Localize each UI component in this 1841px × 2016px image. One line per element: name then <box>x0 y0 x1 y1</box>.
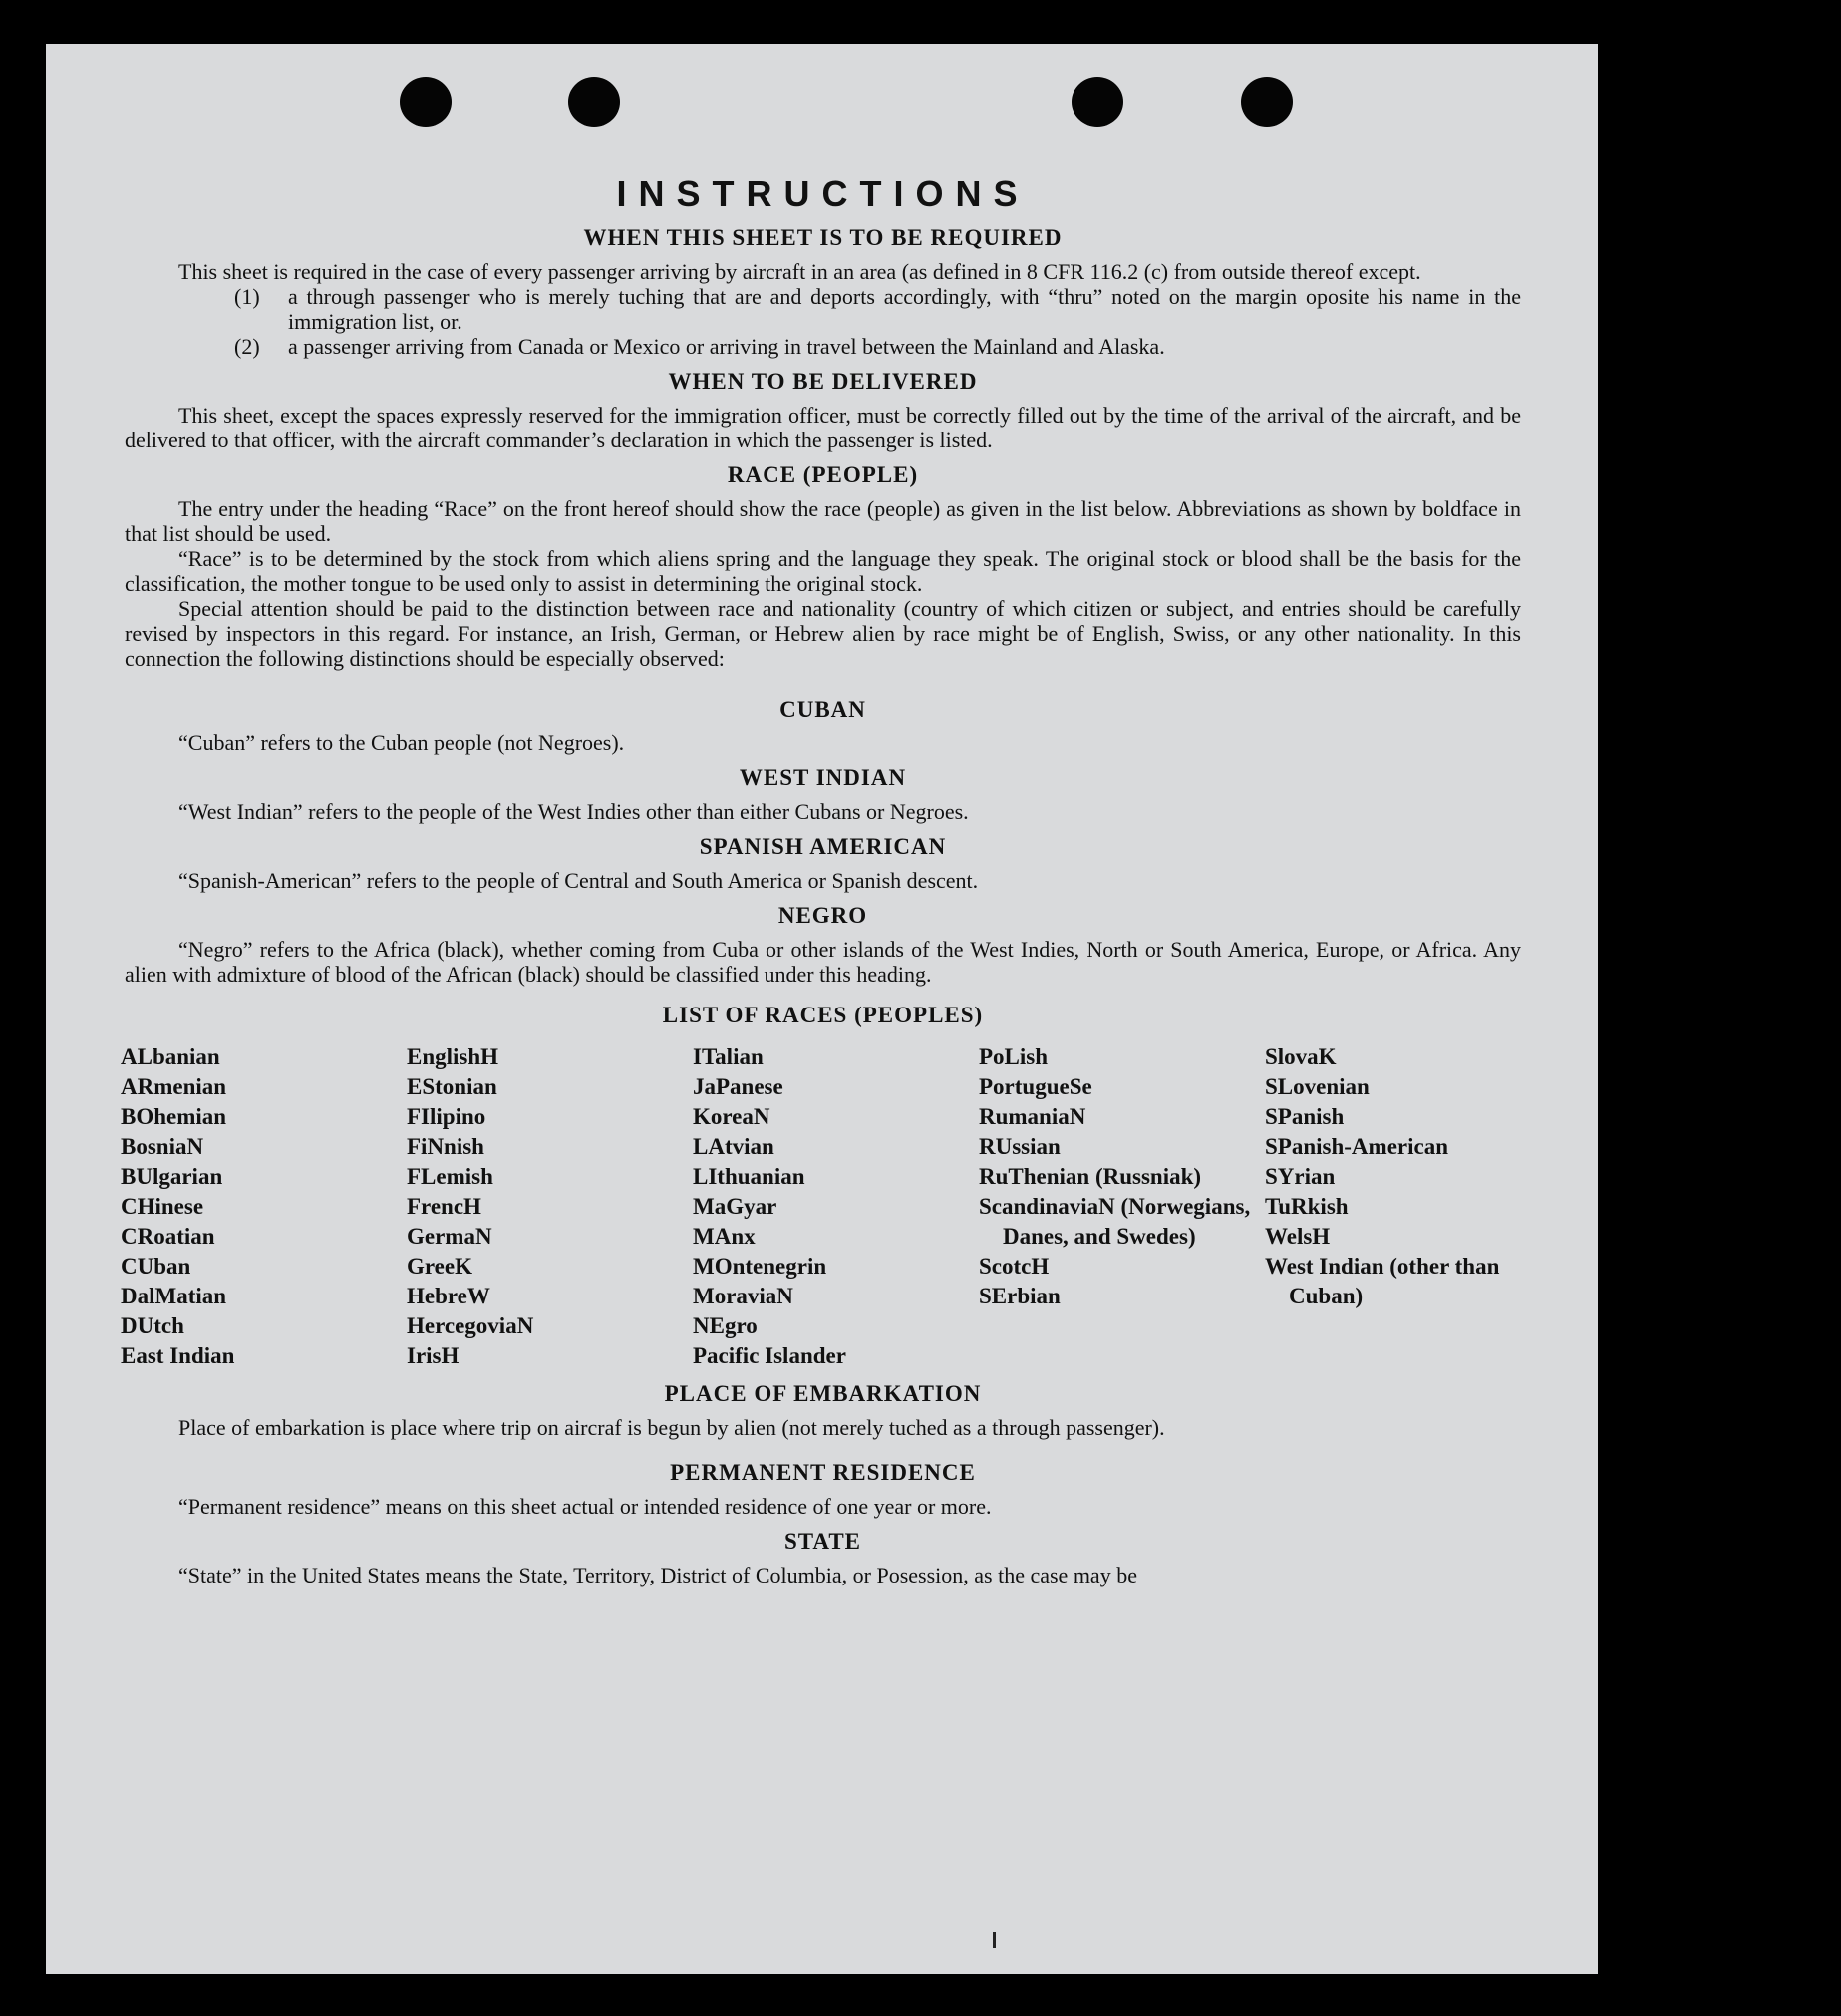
race-entry: SLovenian <box>1265 1074 1370 1099</box>
race-entry: East Indian <box>121 1343 235 1368</box>
race-entry: EStonian <box>407 1074 497 1099</box>
paragraph-race: Special attention should be paid to the distinction between race and nationality (country of which citizen or subject, and entries should be carefully revised by inspectors in this regard. For instance, an Irish, German, or Hebrew alien by race might be of English, Swiss, or any other nationality. In this connection the following distinctions should be especially observed: <box>125 596 1521 671</box>
race-entry: MOntenegrin <box>693 1254 827 1279</box>
heading-list-of-races: LIST OF RACES (PEOPLES) <box>662 1003 984 1027</box>
race-entry: FrencH <box>407 1194 481 1219</box>
heading-state: STATE <box>783 1529 861 1554</box>
race-entry: MoraviaN <box>693 1284 793 1308</box>
race-entry: GermaN <box>407 1224 492 1249</box>
race-entry: ALbanian <box>121 1044 220 1069</box>
races-column <box>121 1042 407 1371</box>
heading-west-indian: WEST INDIAN <box>739 765 907 790</box>
race-entry: MaGyar <box>693 1194 777 1219</box>
race-entry: RumaniaN <box>979 1104 1086 1129</box>
race-entry: CHinese <box>121 1194 204 1219</box>
race-entry: LAtvian <box>693 1134 774 1159</box>
paragraph-race: The entry under the heading “Race” on the front hereof should show the race (people) as given in the list below. Abbreviations as shown by boldface in that list should be used. <box>125 496 1521 546</box>
race-entry: ITalian <box>693 1044 764 1069</box>
race-entry: SYrian <box>1265 1164 1336 1189</box>
race-entry: SErbian <box>979 1284 1061 1308</box>
race-entry: MAnx <box>693 1224 756 1249</box>
race-entry: DUtch <box>121 1313 184 1338</box>
item-text: a through passenger who is merely tuching that are and deports accordingly, with “thru” noted on the margin oposite his name in the immigration list, or. <box>288 284 1521 334</box>
list-item <box>125 334 1521 359</box>
item-text: a passenger arriving from Canada or Mexico or arriving in travel between the Mainland and Alaska. <box>288 334 1165 359</box>
paragraph-cuban: “Cuban” refers to the Cuban people (not Negroes). <box>178 730 625 755</box>
race-entry: SPanish <box>1265 1104 1345 1129</box>
race-entry: JaPanese <box>693 1074 783 1099</box>
race-entry: HercegoviaN <box>407 1313 534 1338</box>
paragraph-state: “State” in the United States means the State, Territory, District of Columbia, or Posession, as the case may be <box>178 1563 1137 1587</box>
race-entry: FLemish <box>407 1164 493 1189</box>
race-entry: HebreW <box>407 1284 490 1308</box>
race-entry: BOhemian <box>121 1104 227 1129</box>
paragraph-west-indian: “West Indian” refers to the people of the West Indies other than either Cubans or Negroes. <box>178 799 969 824</box>
instructions-body <box>121 173 1521 1587</box>
races-column <box>407 1042 693 1371</box>
race-entry: DalMatian <box>121 1284 227 1308</box>
item-number: (1) <box>234 284 260 309</box>
punch-hole <box>1072 77 1123 127</box>
race-entry: NEgro <box>693 1313 758 1338</box>
race-entry: CUban <box>121 1254 191 1279</box>
punch-hole <box>1241 77 1293 127</box>
race-entry: KoreaN <box>693 1104 770 1129</box>
paragraph-embarkation: Place of embarkation is place where trip on aircraf is begun by alien (not merely tuched as a through passenger). <box>178 1415 1165 1440</box>
punch-hole <box>568 77 620 127</box>
heading-when-required: WHEN THIS SHEET IS TO BE REQUIRED <box>583 225 1063 250</box>
races-column <box>979 1042 1265 1371</box>
paragraph-permanent-residence: “Permanent residence” means on this sheet actual or intended residence of one year or more. <box>178 1494 992 1519</box>
heading-permanent-residence: PERMANENT RESIDENCE <box>670 1460 976 1485</box>
race-entry: ScandinaviaN (Norwegians, Danes, and Swedes) <box>979 1194 1251 1249</box>
race-entry: SlovaK <box>1265 1044 1337 1069</box>
paragraph-spanish-american: “Spanish-American” refers to the people of Central and South America or Spanish descent. <box>178 868 979 893</box>
race-entry: IrisH <box>407 1343 460 1368</box>
race-entry: Pacific Islander <box>693 1343 846 1368</box>
paragraph-when-delivered: This sheet, except the spaces expressly reserved for the immigration officer, must be correctly filled out by the time of the arrival of the aircraft, and be delivered to that officer, with the aircraft commander’s declaration in which the passenger is listed. <box>125 403 1521 452</box>
race-entry: SPanish-American <box>1265 1134 1448 1159</box>
paragraph-race: “Race” is to be determined by the stock from which aliens spring and the language they speak. The original stock or blood shall be the basis for the classification, the mother tongue to be used only to assist in determining the original stock. <box>125 546 1521 596</box>
race-entry: FiNnish <box>407 1134 484 1159</box>
heading-cuban: CUBAN <box>779 697 866 721</box>
race-entry: RuThenian (Russniak) <box>979 1164 1202 1189</box>
race-entry: BUlgarian <box>121 1164 223 1189</box>
punch-hole <box>400 77 452 127</box>
heading-negro: NEGRO <box>777 903 868 928</box>
race-entry: BosniaN <box>121 1134 204 1159</box>
paragraph-when-required: This sheet is required in the case of every passenger arriving by aircraft in an area (as defined in 8 CFR 116.2 (c) from outside thereof except. <box>178 259 1421 284</box>
race-entry: RUssian <box>979 1134 1061 1159</box>
race-entry: LIthuanian <box>693 1164 805 1189</box>
page-title: INSTRUCTIONS <box>616 173 1030 214</box>
heading-when-delivered: WHEN TO BE DELIVERED <box>668 369 978 394</box>
race-entry: PortugueSe <box>979 1074 1092 1099</box>
races-column <box>1265 1042 1551 1371</box>
race-entry: WelsH <box>1265 1224 1331 1249</box>
item-number: (2) <box>234 334 260 359</box>
list-item <box>125 284 1521 334</box>
races-column <box>693 1042 979 1371</box>
race-entry: West Indian (other than Cuban) <box>1265 1254 1500 1308</box>
heading-embarkation: PLACE OF EMBARKATION <box>664 1381 982 1406</box>
heading-spanish-american: SPANISH AMERICAN <box>699 834 947 859</box>
race-entry: ARmenian <box>121 1074 227 1099</box>
race-entry: GreeK <box>407 1254 472 1279</box>
race-entry: FIlipino <box>407 1104 486 1129</box>
race-entry: ScotcH <box>979 1254 1050 1279</box>
paragraph-negro: “Negro” refers to the Africa (black), whether coming from Cuba or other islands of the West Indies, North or South America, Europe, or Africa. Any alien with admixture of blood of the African (black) should be classified under this heading. <box>125 937 1521 987</box>
ink-mark <box>993 1932 996 1948</box>
races-table <box>121 1042 1521 1371</box>
heading-race: RACE (PEOPLE) <box>727 462 919 487</box>
race-entry: EnglishH <box>407 1044 499 1069</box>
race-entry: CRoatian <box>121 1224 215 1249</box>
race-entry: PoLish <box>979 1044 1049 1069</box>
document-page <box>46 44 1598 1974</box>
race-entry: TuRkish <box>1265 1194 1349 1219</box>
